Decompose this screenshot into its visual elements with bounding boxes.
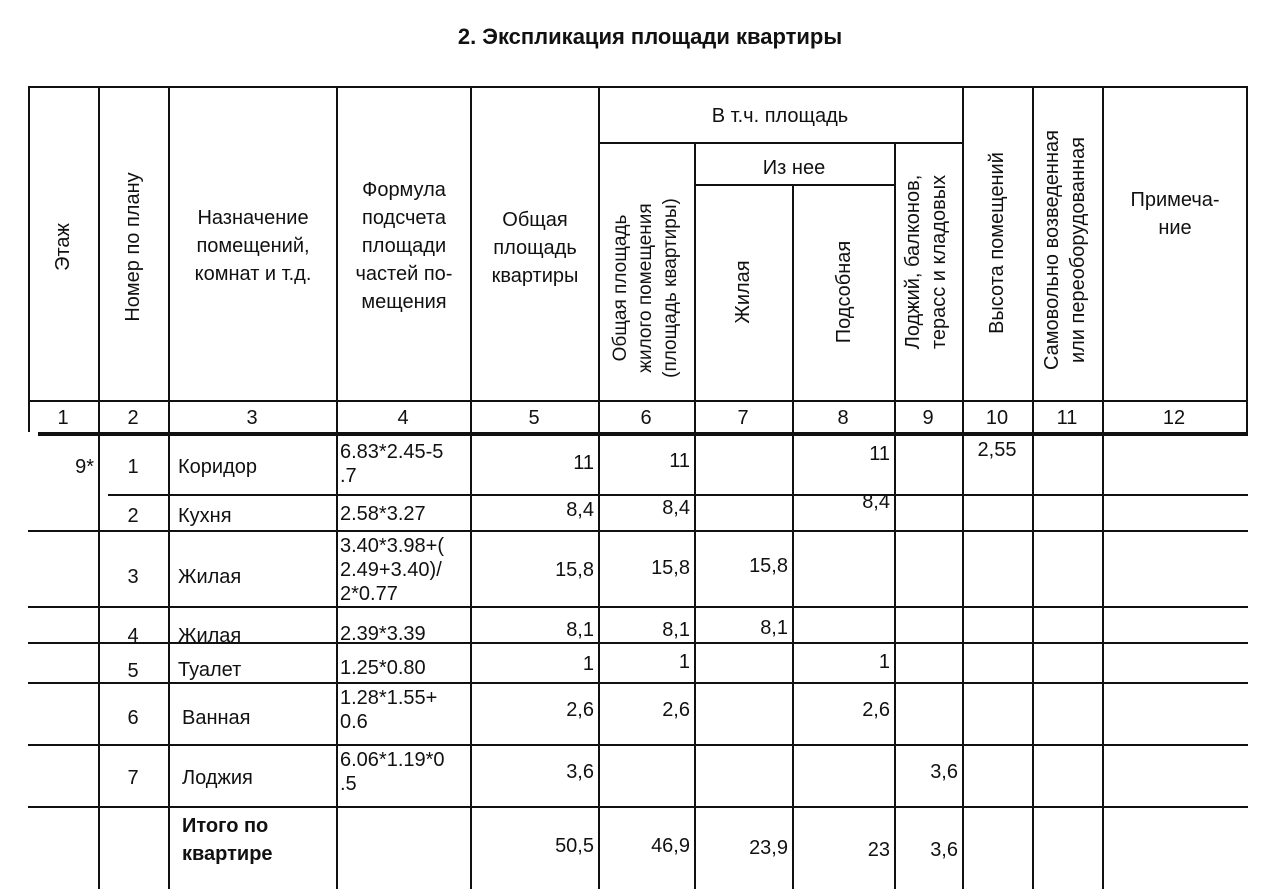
cell-living-total: 11	[669, 450, 690, 472]
totals-loggia: 3,6	[930, 839, 958, 861]
column-divider	[1032, 86, 1034, 889]
cell-auxiliary: 8,4	[862, 491, 890, 513]
totals-total-area: 50,5	[555, 835, 594, 857]
row-divider	[28, 530, 1248, 532]
cell-plan-number: 4	[127, 625, 139, 647]
column-divider	[28, 86, 30, 432]
cell-living: 15,8	[749, 555, 788, 577]
header-separator	[38, 432, 1248, 436]
totals-label: Итого по квартире	[182, 815, 273, 865]
cell-plan-number: 6	[127, 707, 139, 729]
cell-plan-number: 3	[127, 566, 139, 588]
cell-loggia: 3,6	[930, 761, 958, 783]
cell-formula: 6.83*2.45-5 .7	[340, 441, 444, 487]
cell-plan-number: 5	[127, 660, 139, 682]
cell-room-name: Жилая	[178, 566, 242, 588]
header-note: Примеча- ние	[1130, 189, 1220, 239]
cell-formula: 2.39*3.39	[340, 623, 426, 645]
cell-plan-number: 1	[127, 456, 139, 478]
cell-total-area: 8,4	[566, 499, 594, 521]
cell-total-area: 15,8	[555, 559, 594, 581]
cell-room-name: Кухня	[178, 505, 232, 527]
column-number: 7	[737, 407, 749, 429]
cell-room-name: Жилая	[178, 625, 242, 647]
column-divider	[598, 86, 600, 889]
row-divider	[28, 806, 1248, 808]
cell-plan-number: 7	[127, 767, 139, 789]
column-divider	[792, 184, 794, 889]
cell-living-total: 8,1	[662, 619, 690, 641]
cell-total-area: 8,1	[566, 619, 594, 641]
cell-formula: 3.40*3.98+( 2.49+3.40)/ 2*0.77	[340, 535, 444, 605]
column-divider	[962, 86, 964, 889]
column-number: 4	[397, 407, 409, 429]
totals-auxiliary: 23	[867, 839, 890, 861]
column-number: 5	[528, 407, 540, 429]
header-loggias: Лоджий, балконов, терасс и кладовых	[902, 174, 950, 350]
column-number: 11	[1056, 407, 1078, 429]
column-number: 12	[1162, 407, 1186, 429]
cell-auxiliary: 1	[878, 651, 890, 673]
column-number: 2	[127, 407, 139, 429]
column-divider	[1246, 86, 1248, 432]
column-number: 8	[837, 407, 849, 429]
cell-living-total: 8,4	[662, 497, 690, 519]
cell-total-area: 1	[582, 653, 594, 675]
header-purpose: Назначение помещений, комнат и т.д.	[194, 207, 312, 285]
header-auxiliary: Подсобная	[833, 240, 855, 344]
cell-floor: 9*	[75, 456, 94, 478]
header-total-area: Общая площадь квартиры	[491, 209, 579, 287]
explication-table	[28, 62, 1248, 889]
cell-total-area: 2,6	[566, 699, 594, 721]
cell-living-total: 15,8	[651, 557, 690, 579]
row-divider	[28, 606, 1248, 608]
header-room-height: Высота помещений	[986, 152, 1008, 334]
cell-room-name: Туалет	[178, 659, 242, 681]
header-formula: Формула подсчета площади частей по- мещения	[355, 179, 453, 313]
row-divider	[28, 744, 1248, 746]
header-living-premises-total: Общая площадь жилого помещения (площадь квартиры)	[610, 198, 681, 378]
cell-living-total: 2,6	[662, 699, 690, 721]
header-unauthorized: Самовольно возведенная или переоборудованная	[1041, 130, 1089, 370]
cell-total-area: 3,6	[566, 761, 594, 783]
cell-plan-number: 2	[127, 505, 139, 527]
column-number: 6	[640, 407, 652, 429]
header-plan-number: Номер по плану	[122, 172, 144, 322]
column-number: 9	[922, 407, 934, 429]
header-living: Жилая	[732, 260, 754, 324]
cell-auxiliary: 2,6	[862, 699, 890, 721]
cell-formula: 6.06*1.19*0 .5	[340, 749, 445, 795]
cell-height: 2,55	[977, 439, 1017, 461]
document-title: 2. Экспликация площади квартиры	[457, 24, 843, 49]
column-number: 10	[985, 407, 1009, 429]
row-divider	[28, 682, 1248, 684]
header-floor: Этаж	[52, 223, 74, 271]
cell-total-area: 11	[573, 452, 594, 474]
column-divider	[694, 142, 696, 889]
cell-room-name: Коридор	[178, 456, 257, 478]
divider	[28, 400, 1248, 402]
cell-auxiliary: 11	[869, 443, 890, 465]
cell-living-total: 1	[678, 651, 690, 673]
header-including-area: В т.ч. площадь	[711, 105, 849, 127]
divider	[694, 184, 894, 186]
column-number: 3	[246, 407, 258, 429]
cell-formula: 2.58*3.27	[340, 503, 426, 525]
column-number: 1	[57, 407, 69, 429]
cell-room-name: Ванная	[182, 707, 251, 729]
cell-living: 8,1	[760, 617, 788, 639]
header-of-which: Из нее	[762, 157, 826, 179]
totals-living-total: 46,9	[651, 835, 690, 857]
table-border-top	[28, 86, 1248, 88]
totals-living: 23,9	[749, 837, 788, 859]
cell-formula: 1.28*1.55+ 0.6	[340, 687, 438, 733]
cell-room-name: Лоджия	[182, 767, 253, 789]
cell-formula: 1.25*0.80	[340, 657, 426, 679]
